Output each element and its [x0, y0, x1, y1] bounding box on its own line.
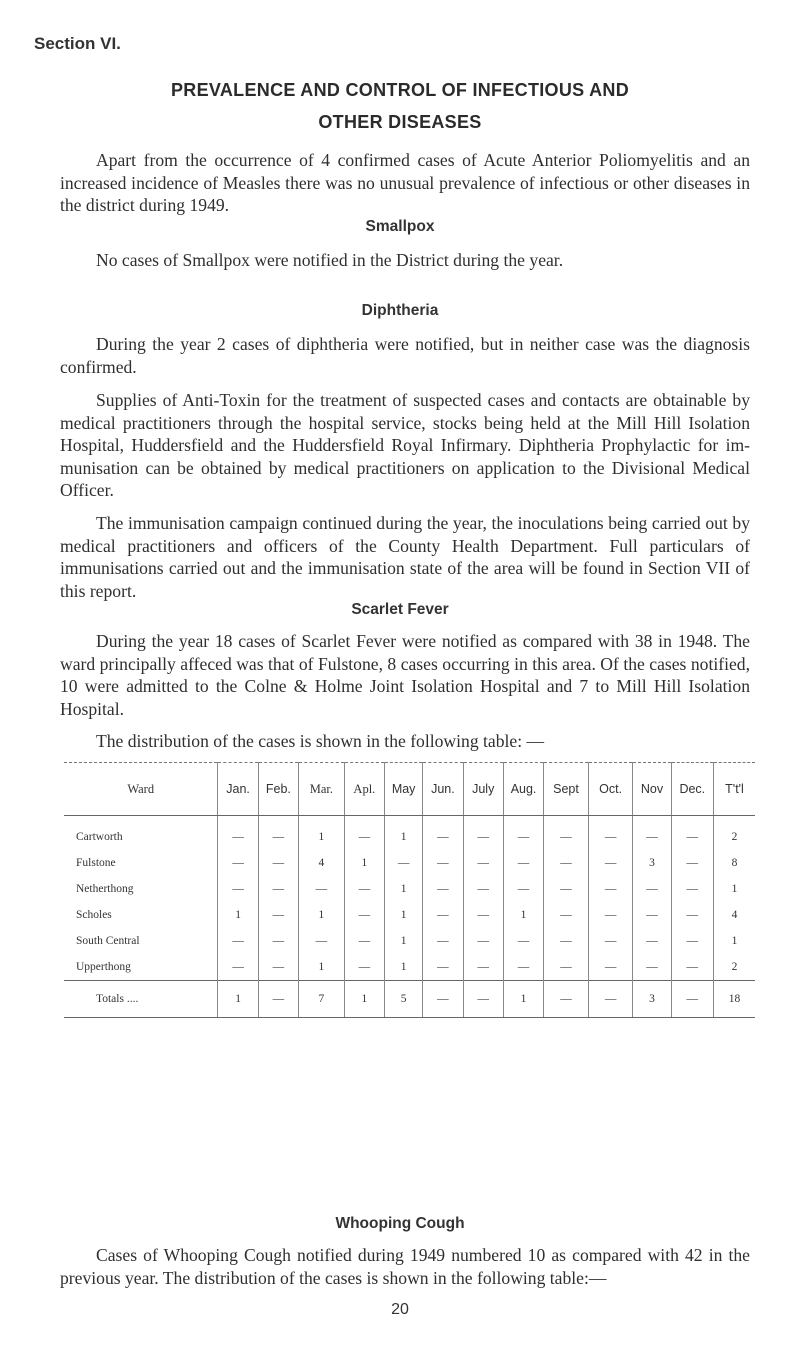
table-row	[64, 876, 755, 902]
case-count-cell: —	[218, 876, 258, 902]
totals-row	[64, 981, 755, 1018]
totals-count-cell: 5	[385, 981, 423, 1018]
column-header-apl: Apl.	[344, 763, 384, 816]
case-count-cell: —	[463, 954, 503, 981]
ward-name-cell: South Central	[76, 935, 140, 947]
case-count-cell: —	[544, 954, 589, 981]
case-count-cell: —	[344, 816, 384, 851]
case-count-cell: —	[633, 954, 671, 981]
case-count-cell: 1	[299, 902, 345, 928]
totals-count-cell: —	[463, 981, 503, 1018]
column-header-nov: Nov	[633, 763, 671, 816]
page-title-line-2: OTHER DISEASES	[318, 112, 482, 132]
case-count-cell: —	[218, 928, 258, 954]
table-row	[64, 816, 755, 851]
page-title-line-1: PREVALENCE AND CONTROL OF INFECTIOUS AND	[170, 80, 629, 100]
case-count-cell: 1	[714, 876, 755, 902]
case-count-cell: —	[588, 816, 633, 851]
case-count-cell: 1	[385, 902, 423, 928]
table-row	[64, 902, 755, 928]
table-row	[64, 850, 755, 876]
case-count-cell: —	[633, 876, 671, 902]
totals-count-cell: —	[671, 981, 713, 1018]
case-count-cell: 3	[633, 850, 671, 876]
case-count-cell: —	[588, 954, 633, 981]
column-header-jun: Jun.	[423, 763, 463, 816]
totals-count-cell: —	[588, 981, 633, 1018]
scarlet-fever-paragraph-2: The distribution of the cases is shown in the following table: —	[96, 731, 545, 751]
ward-name-cell: Scholes	[76, 909, 112, 921]
case-count-cell: —	[218, 816, 258, 851]
case-count-cell: —	[671, 850, 713, 876]
case-count-cell: —	[463, 850, 503, 876]
case-count-cell: —	[588, 928, 633, 954]
case-count-cell: —	[423, 876, 463, 902]
case-count-cell: —	[671, 816, 713, 851]
case-count-cell: 1	[385, 876, 423, 902]
case-count-cell: —	[258, 816, 298, 851]
smallpox-heading: Smallpox	[365, 218, 435, 235]
case-count-cell: 1	[385, 954, 423, 981]
diphtheria-paragraph-1: During the year 2 cases of diphtheria were notified, but in neither case was the diagnosis confirmed.	[60, 334, 750, 377]
case-count-cell: —	[344, 928, 384, 954]
column-header-jan: Jan.	[218, 763, 258, 816]
column-header-dec: Dec.	[671, 763, 713, 816]
case-count-cell: —	[423, 902, 463, 928]
case-count-cell: —	[503, 816, 543, 851]
table-row	[64, 928, 755, 954]
diphtheria-paragraph-3: The immunisation campaign continued during the year, the inoculations being carried out by medical practitioners and officers of the County Health Department. Full particulars of immunisations carried out and the immunisation state of the area will be found in Section VII of this report.	[60, 513, 750, 601]
section-label: Section VI.	[34, 34, 121, 53]
case-count-cell: —	[218, 850, 258, 876]
case-count-cell: —	[588, 902, 633, 928]
case-count-cell: 4	[299, 850, 345, 876]
case-count-cell: —	[544, 876, 589, 902]
case-count-cell: 2	[714, 954, 755, 981]
case-count-cell: —	[463, 876, 503, 902]
case-count-cell: —	[299, 928, 345, 954]
scarlet-fever-paragraph-1: During the year 18 cases of Scarlet Fever were notified as compared with 38 in 1948. The ward principally affeced was that of Fulstone, 8 cases occurring in this area. Of the cases notified, 10 were admitted to the Colne & Holme Joint Isolation Hospital and 7 to Mill Hill Isolation Hospital.	[60, 631, 750, 719]
totals-count-cell: 3	[633, 981, 671, 1018]
case-count-cell: 1	[299, 954, 345, 981]
case-count-cell: —	[544, 850, 589, 876]
totals-count-cell: 1	[344, 981, 384, 1018]
case-count-cell: —	[503, 928, 543, 954]
case-count-cell: 4	[714, 902, 755, 928]
case-count-cell: —	[588, 876, 633, 902]
diphtheria-paragraph-2: Supplies of Anti-Toxin for the treatment of suspected cases and contacts are obtainable by medical practitioners through the hospital service, stocks being held at the Mill Hill Isolation Hospital, Huddersfield and the Huddersfield Royal Infirmary. Diphtheria Prophylactic for immunisation can be obtained by medical practitioners on application to the Divisional Medical Officer.	[60, 390, 750, 500]
totals-count-cell: —	[544, 981, 589, 1018]
case-count-cell: 1	[299, 816, 345, 851]
case-count-cell: —	[588, 850, 633, 876]
case-count-cell: —	[503, 876, 543, 902]
case-count-cell: 8	[714, 850, 755, 876]
column-header-total: T't'l	[714, 763, 755, 816]
case-count-cell: —	[671, 954, 713, 981]
column-header-may: May	[385, 763, 423, 816]
case-count-cell: —	[258, 876, 298, 902]
totals-count-cell: 1	[218, 981, 258, 1018]
case-count-cell: —	[633, 902, 671, 928]
column-header-oct: Oct.	[588, 763, 633, 816]
case-count-cell: 1	[385, 816, 423, 851]
case-count-cell: —	[423, 954, 463, 981]
case-count-cell: —	[671, 876, 713, 902]
case-count-cell: 1	[385, 928, 423, 954]
case-count-cell: 1	[503, 902, 543, 928]
case-count-cell: 2	[714, 816, 755, 851]
column-header-feb: Feb.	[258, 763, 298, 816]
case-count-cell: —	[423, 816, 463, 851]
totals-count-cell: —	[423, 981, 463, 1018]
totals-count-cell: —	[258, 981, 298, 1018]
case-count-cell: —	[633, 816, 671, 851]
totals-count-cell: 7	[299, 981, 345, 1018]
column-header-aug: Aug.	[503, 763, 543, 816]
case-count-cell: —	[503, 850, 543, 876]
case-count-cell: —	[423, 928, 463, 954]
smallpox-paragraph: No cases of Smallpox were notified in the District during the year.	[96, 250, 564, 270]
table-row	[64, 954, 755, 981]
page-number: 20	[391, 1301, 409, 1318]
case-count-cell: —	[633, 928, 671, 954]
ward-name-cell: Netherthong	[76, 883, 134, 895]
case-count-cell: —	[503, 954, 543, 981]
column-header-ward: Ward	[64, 763, 218, 816]
case-count-cell: —	[463, 928, 503, 954]
diphtheria-heading: Diphtheria	[361, 302, 439, 319]
case-count-cell: —	[258, 928, 298, 954]
case-count-cell: 1	[714, 928, 755, 954]
case-count-cell: 1	[218, 902, 258, 928]
case-count-cell: —	[463, 902, 503, 928]
column-header-sept: Sept	[544, 763, 589, 816]
case-count-cell: —	[218, 954, 258, 981]
table-header-row	[64, 763, 755, 816]
case-count-cell: —	[344, 954, 384, 981]
ward-name-cell: Cartworth	[76, 831, 123, 843]
case-count-cell: —	[671, 902, 713, 928]
scarlet-fever-distribution-table	[64, 762, 755, 1018]
ward-name-cell: Upperthong	[76, 961, 131, 973]
case-count-cell: —	[258, 902, 298, 928]
case-count-cell: —	[423, 850, 463, 876]
case-count-cell: —	[344, 902, 384, 928]
case-count-cell: —	[463, 816, 503, 851]
whooping-cough-paragraph: Cases of Whooping Cough notified during 1949 numbered 10 as compared with 42 in the previous year. The distribution of the cases is shown in the following table:—	[60, 1245, 750, 1288]
case-count-cell: —	[544, 928, 589, 954]
case-count-cell: 1	[344, 850, 384, 876]
totals-count-cell: 1	[503, 981, 543, 1018]
case-count-cell: —	[299, 876, 345, 902]
scarlet-fever-heading: Scarlet Fever	[351, 601, 449, 618]
case-count-cell: —	[258, 850, 298, 876]
case-count-cell: —	[344, 876, 384, 902]
ward-name-cell: Fulstone	[76, 857, 116, 869]
intro-paragraph: Apart from the occurrence of 4 confirmed cases of Acute Anterior Poliomyelitis and an increased incidence of Measles there was no unusual prevalence of infectious or other diseases in the district during 1949.	[60, 150, 750, 215]
case-count-cell: —	[544, 816, 589, 851]
case-count-cell: —	[385, 850, 423, 876]
case-count-cell: —	[544, 902, 589, 928]
totals-label-cell: Totals ....	[64, 981, 218, 1018]
totals-count-cell: 18	[714, 981, 755, 1018]
case-count-cell: —	[258, 954, 298, 981]
case-count-cell: —	[671, 928, 713, 954]
whooping-cough-heading: Whooping Cough	[335, 1215, 465, 1232]
column-header-july: July	[463, 763, 503, 816]
column-header-mar: Mar.	[299, 763, 345, 816]
